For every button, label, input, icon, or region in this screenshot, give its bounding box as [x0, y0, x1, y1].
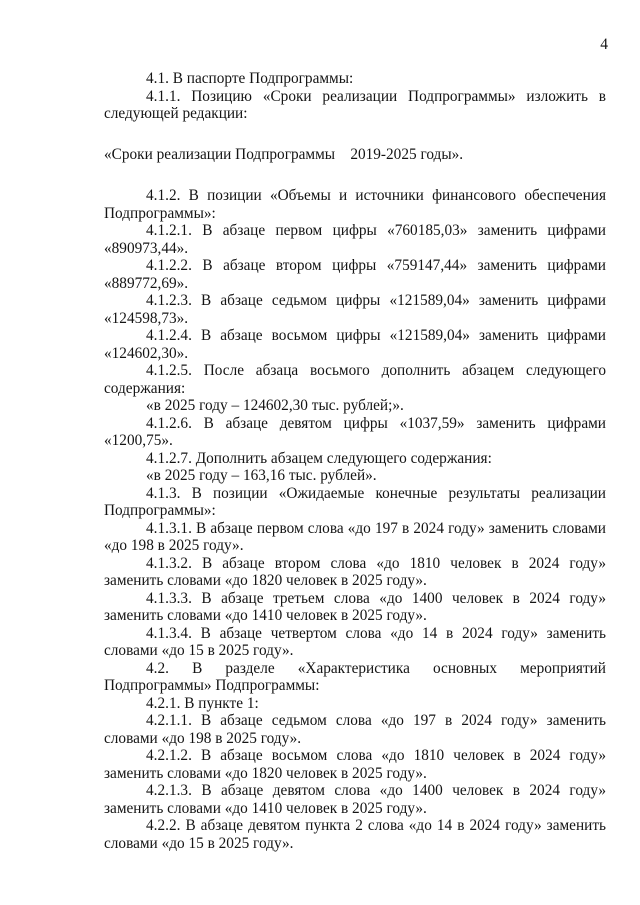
paragraph: «в 2025 году – 124602,30 тыс. рублей;». [146, 397, 404, 414]
paragraph: 4.2.2. В абзаце девятом пункта 2 слова «до 14 в 2024 году» заменить словами «до 15 в 2025 году». [104, 817, 606, 852]
paragraph: 4.1.2.5. После абзаца восьмого дополнить абзацем следующего содержания: [104, 362, 606, 397]
paragraph: 4.1.3.3. В абзаце третьем слова «до 1400 человек в 2024 году» заменить словами «до 1410 человек в 2025 году». [104, 589, 606, 624]
page-number: 4 [600, 36, 608, 53]
paragraph: 4.1.2.2. В абзаце втором цифры «759147,44» заменить цифрами «889772,69». [104, 257, 606, 292]
paragraph: 4.2.1. В пункте 1: [146, 694, 259, 712]
paragraph: 4.2.1.3. В абзаце девятом слова «до 1400 человек в 2024 году» заменить словами «до 1410 человек в 2025 году». [104, 782, 606, 817]
paragraph: 4.1.2.6. В абзаце девятом цифры «1037,59» заменить цифрами «1200,75». [104, 414, 606, 449]
paragraph: «в 2025 году – 163,16 тыс. рублей». [146, 467, 377, 484]
paragraph: 4.1.3.1. В абзаце первом слова «до 197 в 2024 году» заменить словами «до 198 в 2025 году». [104, 519, 606, 554]
paragraph: 4.1.2.7. Дополнить абзацем следующего содержания: [146, 449, 492, 467]
paragraph: 4.1. В паспорте Подпрограммы: [146, 70, 354, 87]
paragraph: 4.1.3. В позиции «Ожидаемые конечные результаты реализации Подпрограммы»: [104, 484, 606, 519]
paragraph: 4.1.1. Позицию «Сроки реализации Подпрограммы» изложить в следующей редакции: [104, 87, 606, 122]
paragraph: 4.2.1.1. В абзаце седьмом слова «до 197 в 2024 году» заменить словами «до 198 в 2025 году». [104, 712, 606, 747]
paragraph: 4.2.1.2. В абзаце восьмом слова «до 1810 человек в 2024 году» заменить словами «до 1820 человек в 2025 году». [104, 747, 606, 782]
paragraph: 4.1.3.2. В абзаце втором слова «до 1810 человек в 2024 году» заменить словами «до 1820 человек в 2025 году». [104, 554, 606, 589]
paragraph: 4.1.2. В позиции «Объемы и источники финансового обеспечения Подпрограммы»: [104, 187, 606, 222]
paragraph: 4.2. В разделе «Характеристика основных мероприятий Подпрограммы» Подпрограммы: [104, 659, 606, 694]
quoted-paragraph: «Сроки реализации Подпрограммы 2019-2025 годы». [104, 145, 464, 163]
paragraph: 4.1.2.3. В абзаце седьмом цифры «121589,04» заменить цифрами «124598,73». [104, 292, 606, 327]
paragraph: 4.1.2.1. В абзаце первом цифры «760185,03» заменить цифрами «890973,44». [104, 222, 606, 257]
document-body [104, 70, 606, 852]
paragraph: 4.1.2.4. В абзаце восьмом цифры «121589,04» заменить цифрами «124602,30». [104, 327, 606, 362]
paragraph: 4.1.3.4. В абзаце четвертом слова «до 14 в 2024 году» заменить словами «до 15 в 2025 году». [104, 624, 606, 659]
